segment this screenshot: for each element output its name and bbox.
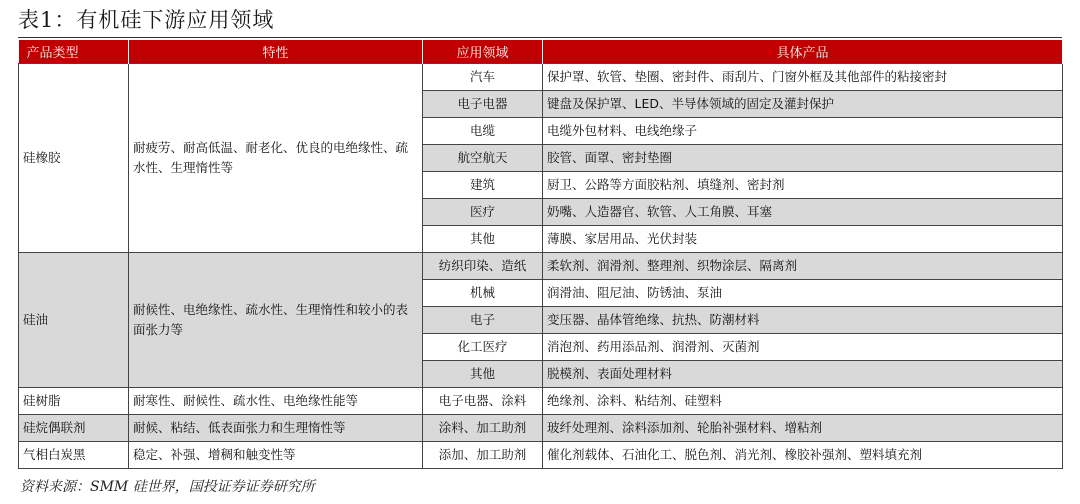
field-cell: 电子: [423, 307, 543, 334]
product-type-cell: 硅烷偶联剂: [19, 415, 129, 442]
downstream-application-table: [18, 40, 1063, 469]
products-cell: 键盘及保护罩、LED、半导体领域的固定及灌封保护: [543, 91, 1063, 118]
products-cell: 柔软剂、润滑剂、整理剂、织物涂层、隔离剂: [543, 253, 1063, 280]
products-cell: 催化剂载体、石油化工、脱色剂、消光剂、橡胶补强剂、塑料填充剂: [543, 442, 1063, 469]
field-cell: 医疗: [423, 199, 543, 226]
product-type-cell: 硅油: [19, 253, 129, 388]
products-cell: 脱模剂、表面处理材料: [543, 361, 1063, 388]
header-specific-products: 具体产品: [543, 40, 1063, 64]
field-cell: 电子电器、涂料: [423, 388, 543, 415]
field-cell: 电子电器: [423, 91, 543, 118]
table-row: [19, 415, 1063, 442]
products-cell: 润滑油、阻尼油、防锈油、泵油: [543, 280, 1063, 307]
property-cell: 耐寒性、耐候性、疏水性、电绝缘性能等: [129, 388, 423, 415]
products-cell: 玻纤处理剂、涂料添加剂、轮胎补强材料、增粘剂: [543, 415, 1063, 442]
property-cell: 稳定、补强、增稠和触变性等: [129, 442, 423, 469]
field-cell: 航空航天: [423, 145, 543, 172]
products-cell: 胶管、面罩、密封垫圈: [543, 145, 1063, 172]
table-row: [19, 388, 1063, 415]
source-note: 资料来源：SMM 硅世界，国投证券证券研究所: [20, 479, 315, 495]
field-cell: 纺织印染、造纸: [423, 253, 543, 280]
products-cell: 奶嘴、人造器官、软管、人工角膜、耳塞: [543, 199, 1063, 226]
products-cell: 薄膜、家居用品、光伏封装: [543, 226, 1063, 253]
header-property: 特性: [129, 40, 423, 64]
table-row: [19, 64, 1063, 91]
table-title: 表1：有机硅下游应用领域: [18, 8, 275, 32]
product-type-cell: 硅树脂: [19, 388, 129, 415]
field-cell: 建筑: [423, 172, 543, 199]
header-product-type: 产品类型: [19, 40, 129, 64]
field-cell: 电缆: [423, 118, 543, 145]
property-cell: 耐候、粘结、低表面张力和生理惰性等: [129, 415, 423, 442]
header-application-field: 应用领域: [423, 40, 543, 64]
products-cell: 保护罩、软管、垫圈、密封件、雨刮片、门窗外框及其他部件的粘接密封: [543, 64, 1063, 91]
field-cell: 其他: [423, 361, 543, 388]
property-cell: 耐候性、电绝缘性、疏水性、生理惰性和较小的表面张力等: [129, 253, 423, 388]
table-row: [19, 442, 1063, 469]
field-cell: 汽车: [423, 64, 543, 91]
products-cell: 电缆外包材料、电线绝缘子: [543, 118, 1063, 145]
field-cell: 化工医疗: [423, 334, 543, 361]
field-cell: 涂料、加工助剂: [423, 415, 543, 442]
field-cell: 其他: [423, 226, 543, 253]
products-cell: 变压器、晶体管绝缘、抗热、防潮材料: [543, 307, 1063, 334]
field-cell: 机械: [423, 280, 543, 307]
title-divider: [18, 37, 1062, 38]
products-cell: 消泡剂、药用添品剂、润滑剂、灭菌剂: [543, 334, 1063, 361]
products-cell: 厨卫、公路等方面胶粘剂、填缝剂、密封剂: [543, 172, 1063, 199]
table-header-row: [19, 40, 1063, 64]
table-row: [19, 253, 1063, 280]
products-cell: 绝缘剂、涂料、粘结剂、硅塑料: [543, 388, 1063, 415]
product-type-cell: 气相白炭黑: [19, 442, 129, 469]
field-cell: 添加、加工助剂: [423, 442, 543, 469]
property-cell: 耐疲劳、耐高低温、耐老化、优良的电绝缘性、疏水性、生理惰性等: [129, 64, 423, 253]
product-type-cell: 硅橡胶: [19, 64, 129, 253]
